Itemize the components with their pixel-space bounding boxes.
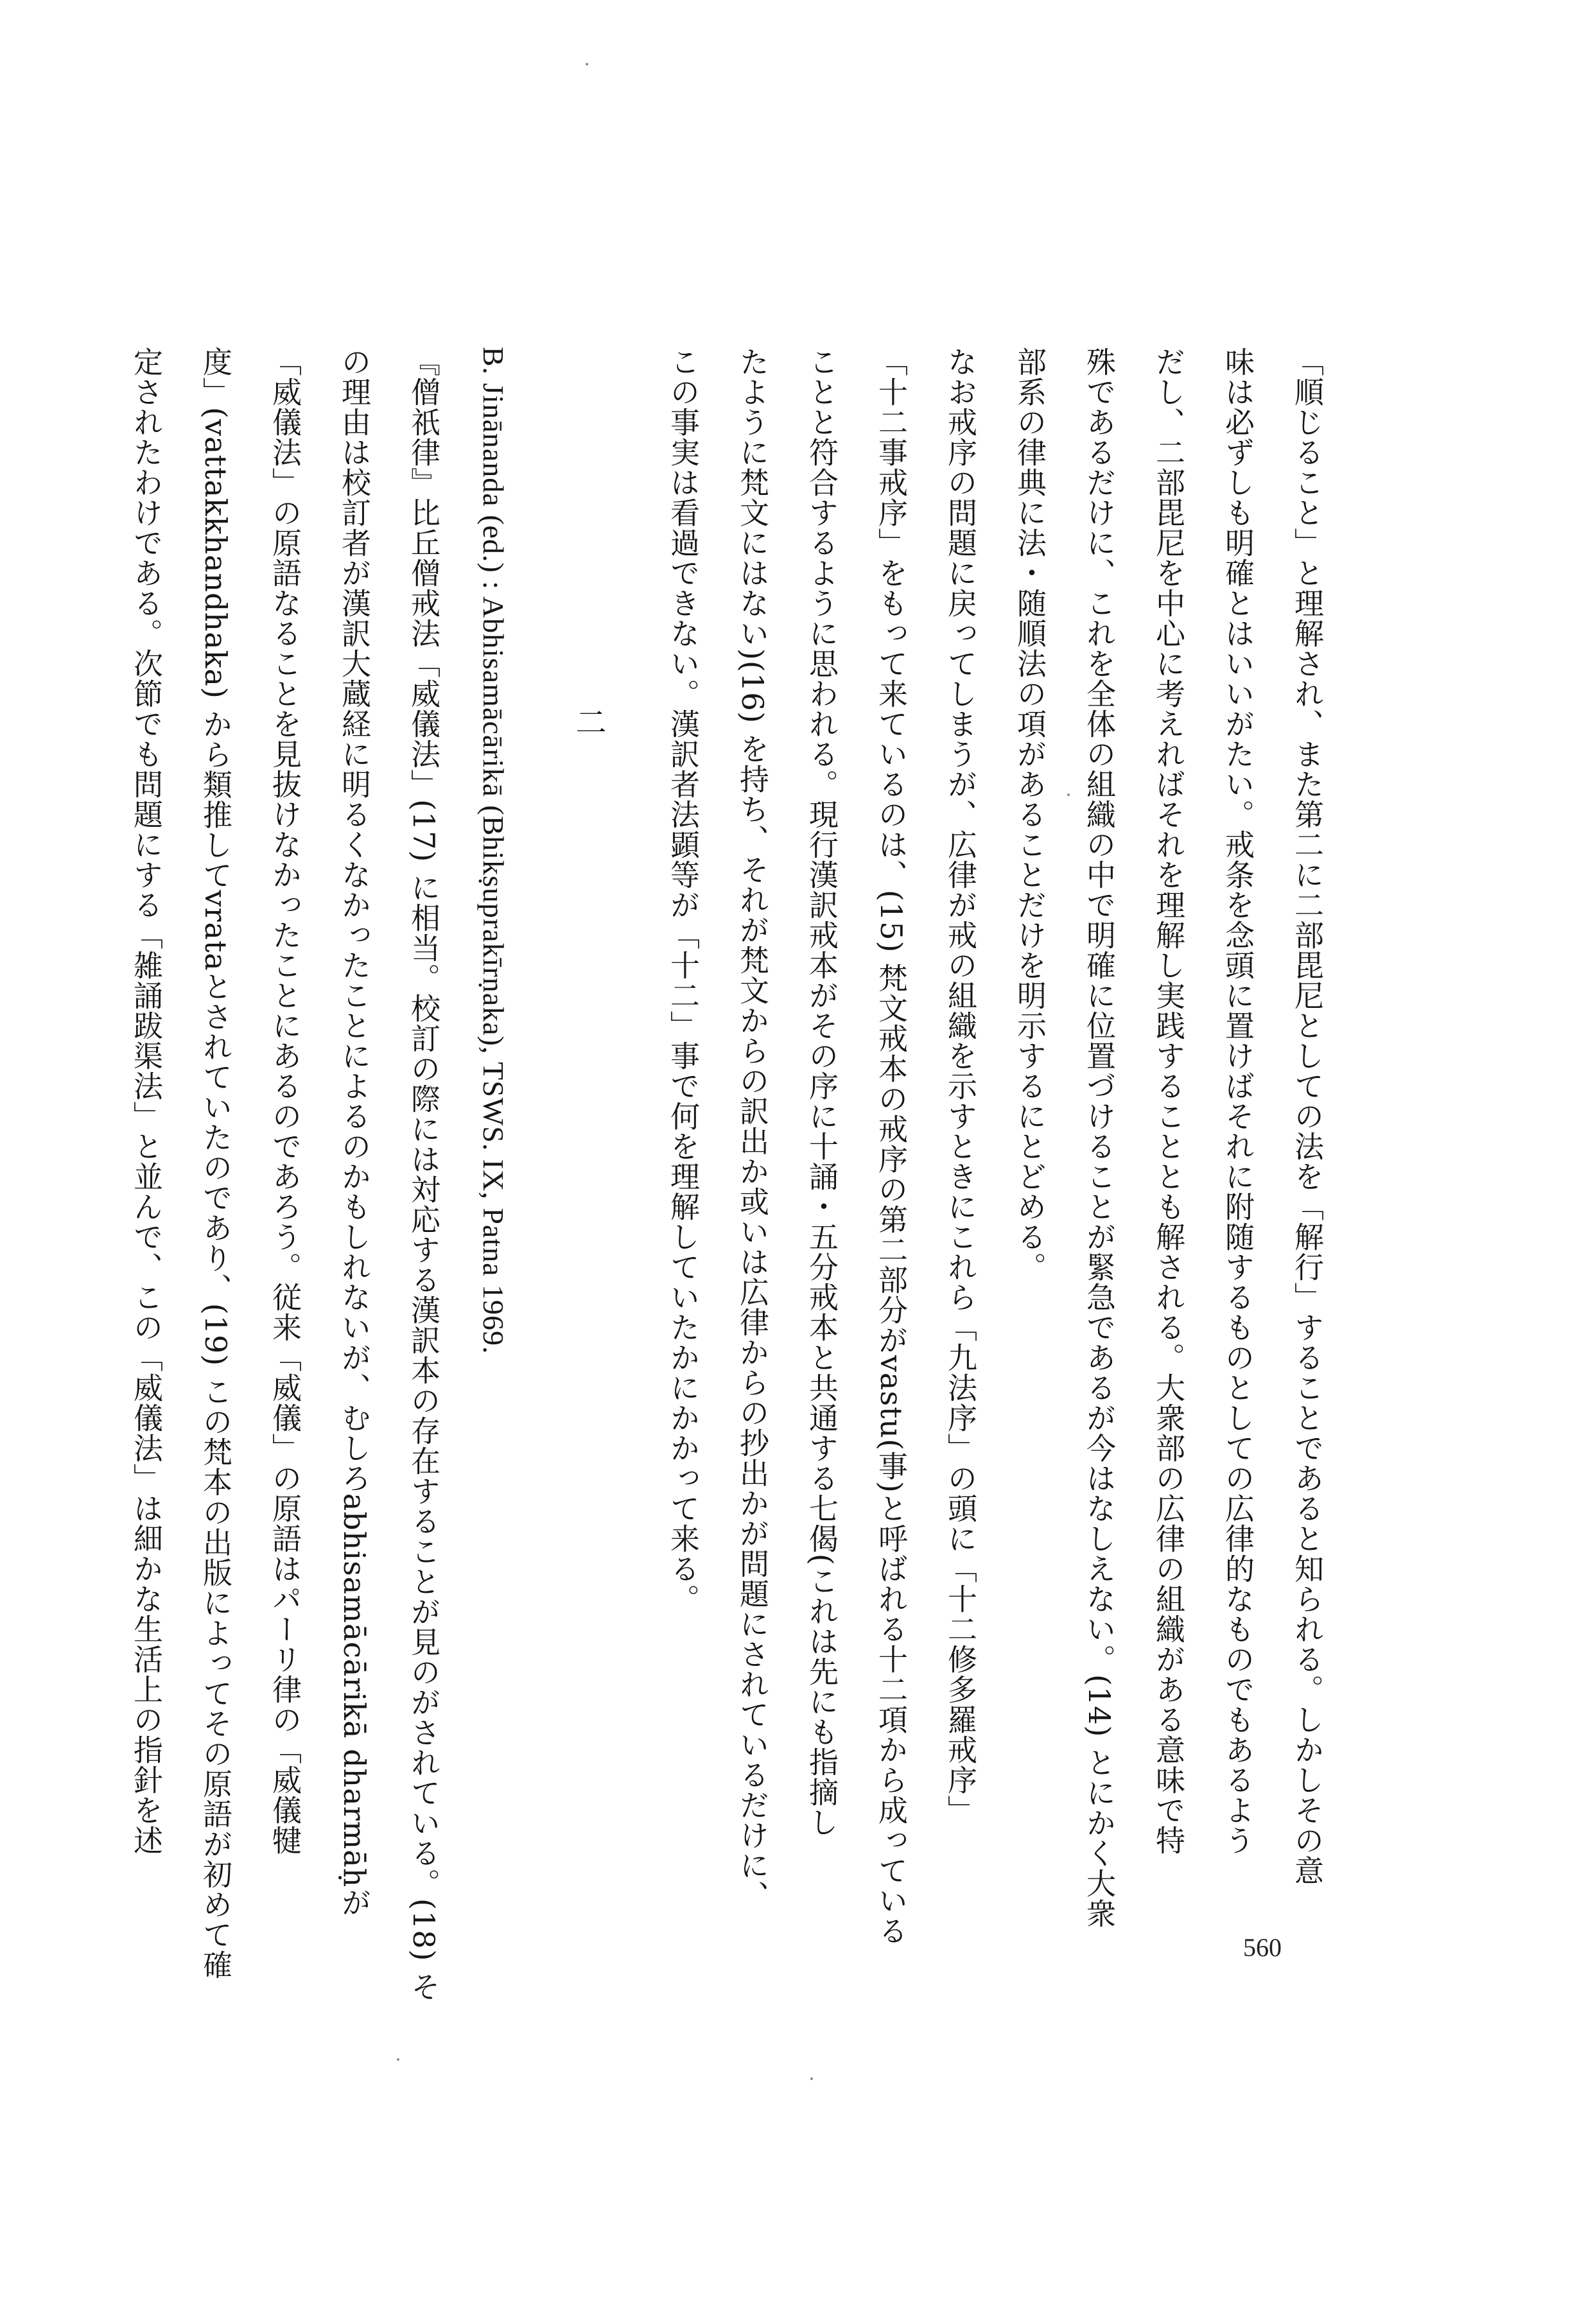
section-column-4: 「威儀法」の原語なることを見抜けなかったことにあるのであろう。従来「威儀」の原語はパーリ律の「威儀犍 <box>268 347 302 1855</box>
body-column-8: ことと符合するように思われる。現行漢訳戒本がその序に十誦・五分戒本と共通する七偈(これは先にも指摘し <box>805 347 839 1837</box>
body-column-4: 殊であるだけに、これを全体の組織の中で明確に位置づけることが緊急であるが今はなしえない。(14) とにかく大衆 <box>1082 347 1117 1929</box>
section-column-6: 定されたわけである。次節でも問題にする「雑誦跋渠法」と並んで、この「威儀法」は細かな生活上の指針を述 <box>129 347 164 1855</box>
body-column-3: だし、二部毘尼を中心に考えればそれを理解し実践することとも解される。大衆部の広律の組織がある意味で特 <box>1151 347 1186 1855</box>
scan-speck <box>810 2077 813 2080</box>
body-column-1: 「順じること」と理解され、また第二に二部毘尼としての法を「解行」することであると知られる。しかしその意 <box>1290 347 1325 1886</box>
vertical-text-block <box>112 347 1342 2002</box>
section-column-1: B. Jinānanda (ed.) : Abhisamācārikā (Bhikṣuprakīrṇaka), TSWS. IX, Patna 1969. <box>477 347 510 1355</box>
scan-speck <box>586 63 588 65</box>
scan-speck <box>397 2058 399 2061</box>
section-column-3: の理由は校訂者が漢訳大蔵経に明るくなかったことによるのかもしれないが、むしろabhisamācārikā dharmāḥが <box>337 347 372 1918</box>
body-column-9: たように梵文にはない)(16) を持ち、それが梵文からの訳出か或いは広律からの抄出かが問題にされているだけに、 <box>735 347 770 1911</box>
section-column-5: 度」(vattakkhandhaka) から類推してvrataとされていたのであり、(19) この梵本の出版によってその原語が初めて確 <box>198 347 233 1980</box>
body-column-6: なお戒序の問題に戻ってしまうが、広律が戒の組織を示すときにこれら「九法序」の頭に「十二修多羅戒序」 <box>943 347 978 1825</box>
scan-speck <box>1067 793 1070 796</box>
body-column-5: 部系の律典に法・随順法の項があることだけを明示するにとどめる。 <box>1013 347 1047 1282</box>
section-heading: 二 <box>570 706 606 742</box>
page-number: 560 <box>1243 1933 1282 1962</box>
body-column-2: 味は必ずしも明確とはいいがたい。戒条を念頭に置けばそれに附随するものとしての広律的なものでもあるよう <box>1221 347 1255 1855</box>
section-column-2: 『僧祇律』比丘僧戒法「威儀法」(17) に相当。校訂の際には対応する漢訳本の存在することが見のがされている。(18) そ <box>406 347 441 2002</box>
body-column-7: 「十二事戒序」をもって来ているのは、(15) 梵文戒本の戒序の第二部分がvastu(事)と呼ばれる十二項から成っている <box>874 347 909 1947</box>
body-column-10: この事実は看過できない。漢訳者法顕等が「十二」事で何を理解していたかにかかって来る。 <box>666 347 701 1614</box>
